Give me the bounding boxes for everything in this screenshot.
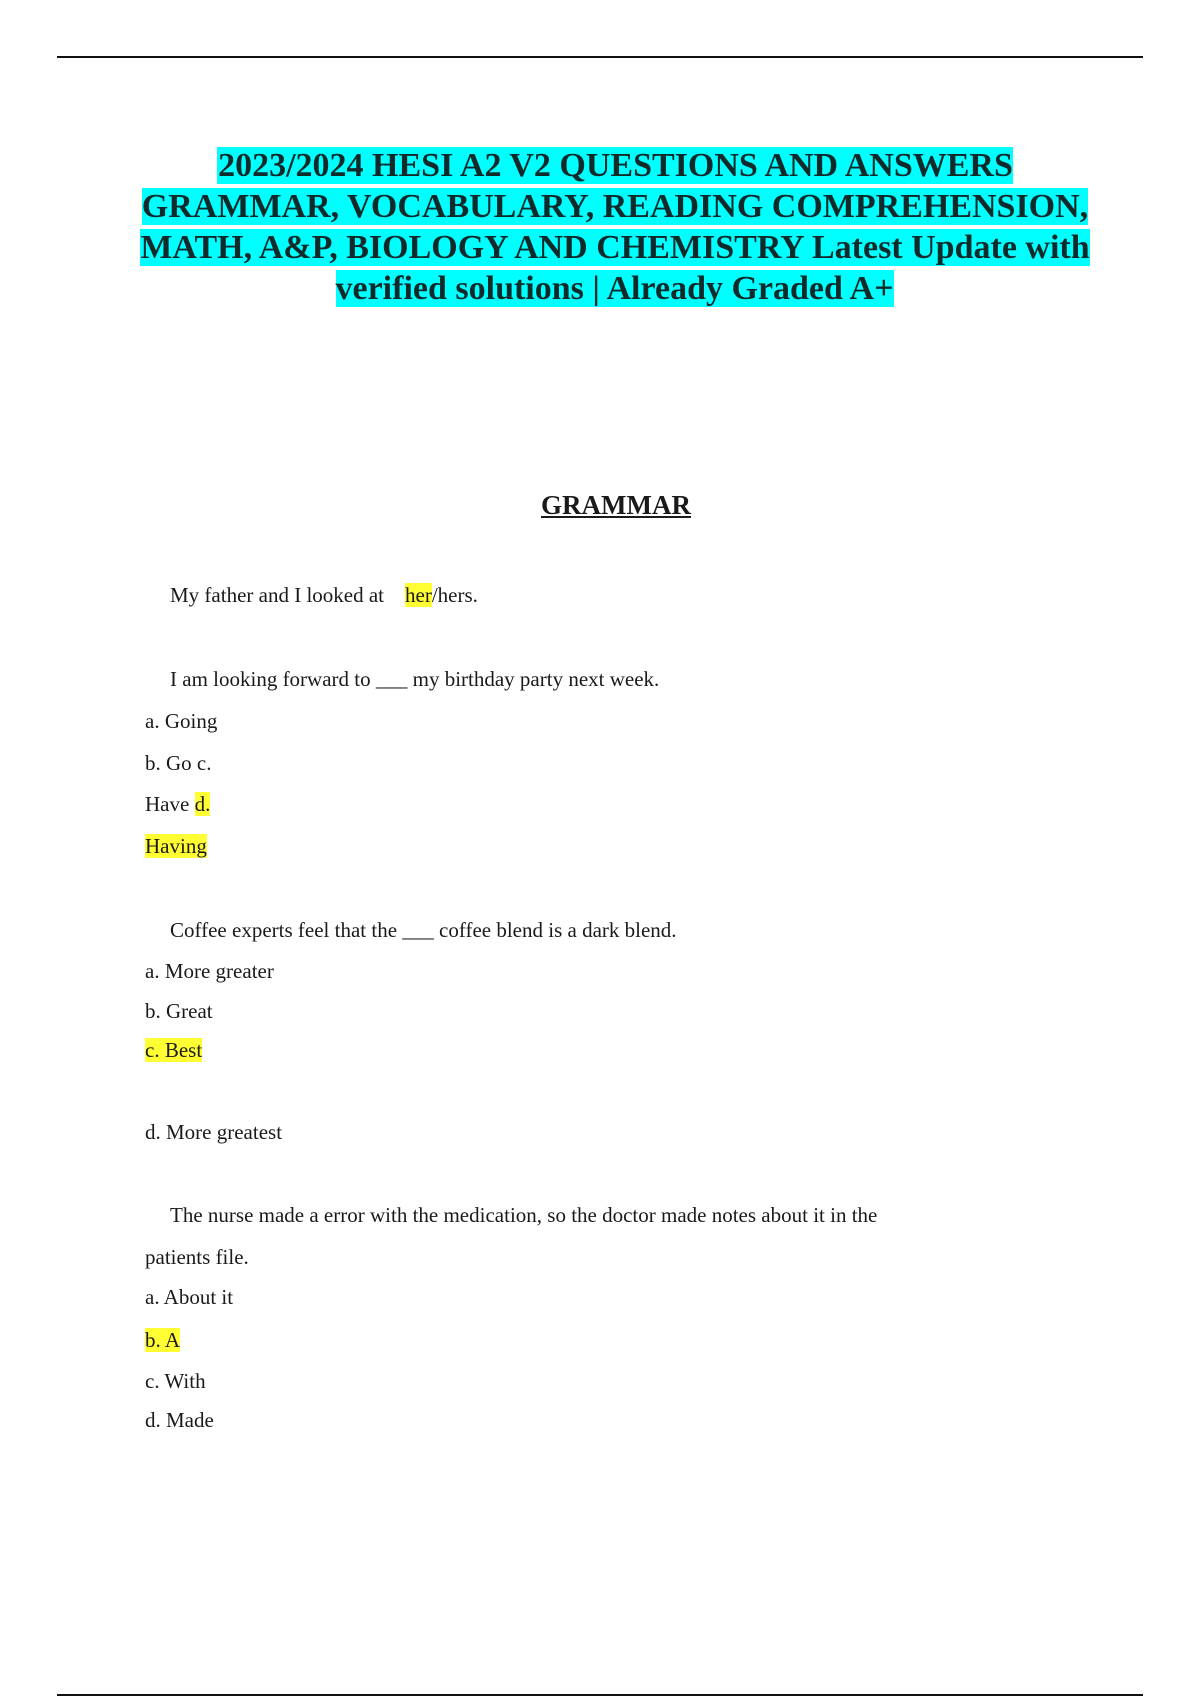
question-1-answer: her	[405, 583, 432, 607]
question-2-answer: Having	[145, 834, 207, 858]
question-3-answer: c. Best	[145, 1038, 203, 1062]
question-4-option-c: c. With	[145, 1369, 206, 1393]
document-title	[140, 145, 1090, 309]
question-3-option-c	[145, 1038, 202, 1063]
question-4-stem-line-2: patients file.	[145, 1245, 249, 1269]
question-4-answer: b. A	[145, 1328, 181, 1352]
question-1-suffix: /hers.	[431, 583, 478, 607]
question-2-option-c	[145, 792, 210, 817]
question-2-option-d	[145, 834, 207, 859]
question-4-stem-line-1: The nurse made a error with the medication, so the doctor made notes about it in the	[170, 1203, 878, 1227]
question-2-option-c-text: Have	[145, 792, 195, 816]
question-3-stem: Coffee experts feel that the ___ coffee blend is a dark blend.	[170, 918, 677, 942]
question-2-option-a: a. Going	[145, 709, 218, 733]
question-2-option-d-label: d.	[194, 792, 211, 816]
bottom-rule	[57, 1694, 1143, 1696]
question-2-option-b: b. Go c.	[145, 751, 212, 775]
question-3-option-a: a. More greater	[145, 959, 274, 983]
question-1	[170, 583, 478, 608]
question-4-option-d: d. Made	[145, 1408, 214, 1432]
section-heading-grammar: GRAMMAR	[541, 490, 691, 520]
question-4-option-a: a. About it	[145, 1285, 234, 1309]
question-1-prefix: My father and I looked at	[170, 583, 385, 607]
title-text: 2023/2024 HESI A2 V2 QUESTIONS AND ANSWERS GRAMMAR, VOCABULARY, READING COMPREHENSION, MATH, A&P, BIOLOGY AND CHEMISTRY Latest Update with verified solutions | Already Graded A+	[140, 147, 1090, 307]
question-3-option-b: b. Great	[145, 999, 213, 1023]
question-2-stem: I am looking forward to ___ my birthday party next week.	[170, 667, 660, 691]
question-3-option-d: d. More greatest	[145, 1120, 283, 1144]
top-rule	[57, 56, 1143, 58]
question-4-option-b	[145, 1328, 180, 1353]
